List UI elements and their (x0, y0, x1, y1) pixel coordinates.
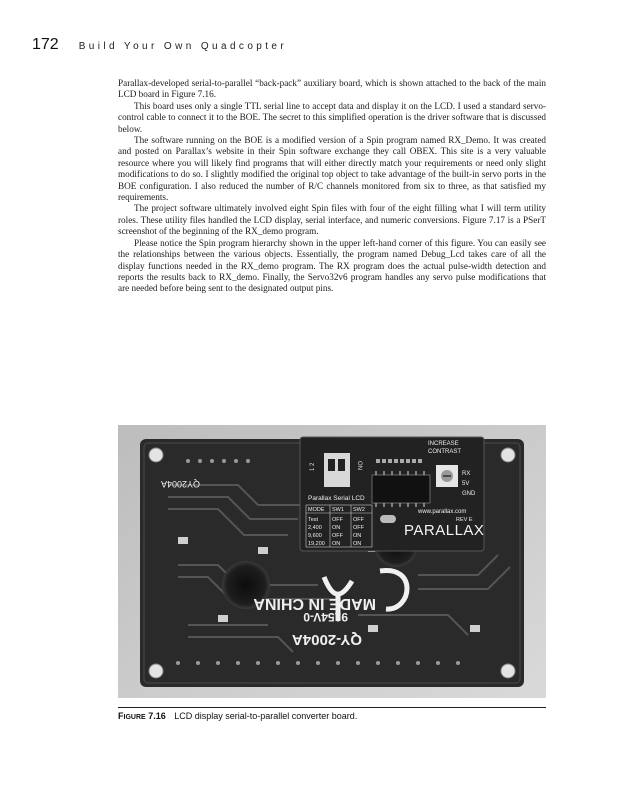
part-small-text: 9154V-0 (303, 610, 348, 624)
gnd-pin-label: GND (462, 491, 476, 497)
table-cell: OFF (353, 517, 364, 523)
made-in-text: MADE IN CHINA (253, 595, 376, 612)
5v-pin-label: 5V (462, 481, 470, 487)
table-cell: 19,200 (308, 541, 325, 547)
rev-text: REV E (456, 517, 473, 523)
page-number: 172 (32, 36, 59, 53)
paragraph-3: The software running on the BOE is a modified version of a Spin program named RX_Demo. It was created and posted on Parallax’s website in their Spin software exchange they call OBEX. This site is a very valuable resource where you will likely find programs that will either directly match your requirements or need only slight modifications to do so. I slightly modified the original top object to take advantage of the built-in servo ports in the BOE configuration. I also reduced the number of R/C channels monitored from six to three, as that satisfied my requirements. (118, 135, 546, 203)
mounting-hole (501, 448, 515, 462)
mounting-hole (149, 448, 163, 462)
table-cell: OFF (332, 533, 343, 539)
table-cell: ON (332, 525, 341, 531)
table-cell: 2,400 (308, 525, 322, 531)
on-label: ON (356, 461, 362, 470)
table-header: SW2 (353, 507, 365, 513)
website-text: www.parallax.com (418, 509, 467, 515)
table-cell: OFF (353, 525, 364, 531)
dip-switch (324, 453, 350, 487)
mounting-hole (149, 664, 163, 678)
lcd-board-illustration (118, 425, 546, 698)
caption-number: 7.16 (148, 711, 166, 721)
ic-chip (372, 475, 430, 503)
caption-label-rest: IGURE (123, 714, 146, 721)
caption-label (118, 711, 166, 721)
table-cell: 9,600 (308, 533, 322, 539)
mounting-hole (501, 664, 515, 678)
paragraph-1: Parallax-developed serial-to-parallel “back-pack” auxiliary board, which is shown attached to the back of the main LCD board in Figure 7.16. (118, 78, 546, 100)
table-header: MODE (308, 507, 325, 513)
paragraph-2: This board uses only a single TTL serial line to accept data and display it on the LCD. I used a standard servo-control cable to connect it to the BOE. The secret to this simplified operation is the driver software that is discussed below. (118, 100, 546, 134)
serial-backpack-board (300, 437, 484, 551)
table-cell: Test (308, 517, 319, 523)
caption-text: LCD display serial-to-parallel converter board. (174, 711, 358, 721)
table-cell: ON (332, 541, 341, 547)
caption-label-initial: F (118, 711, 124, 721)
rx-pin-label: RX (462, 471, 471, 477)
corner-code-text: QY2004A (160, 479, 200, 489)
backpack-title: Parallax Serial LCD (308, 495, 365, 502)
contrast-label: CONTRAST (428, 449, 461, 455)
table-cell: ON (353, 533, 362, 539)
parallax-logo: PARALLAX (404, 522, 485, 539)
caption-rule (118, 707, 546, 708)
increase-label: INCREASE (428, 441, 459, 447)
running-head (32, 36, 287, 54)
paragraph-5: Please notice the Spin program hierarchy shown in the upper left-hand corner of this figure. You can easily see the relationships between the various objects. Essentially, the program named Debug_Lcd takes care of all the display functions needed in the RX_demo program. The RX program does the actual pulse-width detection and reports the results back to RX_demo. Finally, the Servo32v6 program handles any servo pulse modifications that are needed before being sent to the designated output pins. (118, 237, 546, 294)
table-cell: ON (353, 541, 362, 547)
body-text (118, 78, 546, 295)
pin-row-bottom (176, 661, 460, 665)
paragraph-4: The project software ultimately involved eight Spin files with four of the eight filling what I will term utility roles. These utility files handled the LCD display, serial interface, and numeric conversions. Figure 7.17 is a PSerT screenshot of the beginning of the RX_demo program. (118, 203, 546, 237)
model-text: QY-2004A (291, 631, 362, 648)
figure-caption (118, 711, 357, 721)
table-header: SW1 (332, 507, 344, 513)
book-title: Build Your Own Quadcopter (78, 41, 288, 52)
table-cell: OFF (332, 517, 343, 523)
crystal (380, 515, 396, 523)
figure-photo (118, 425, 546, 698)
sw-label: 1 2 (310, 462, 316, 471)
